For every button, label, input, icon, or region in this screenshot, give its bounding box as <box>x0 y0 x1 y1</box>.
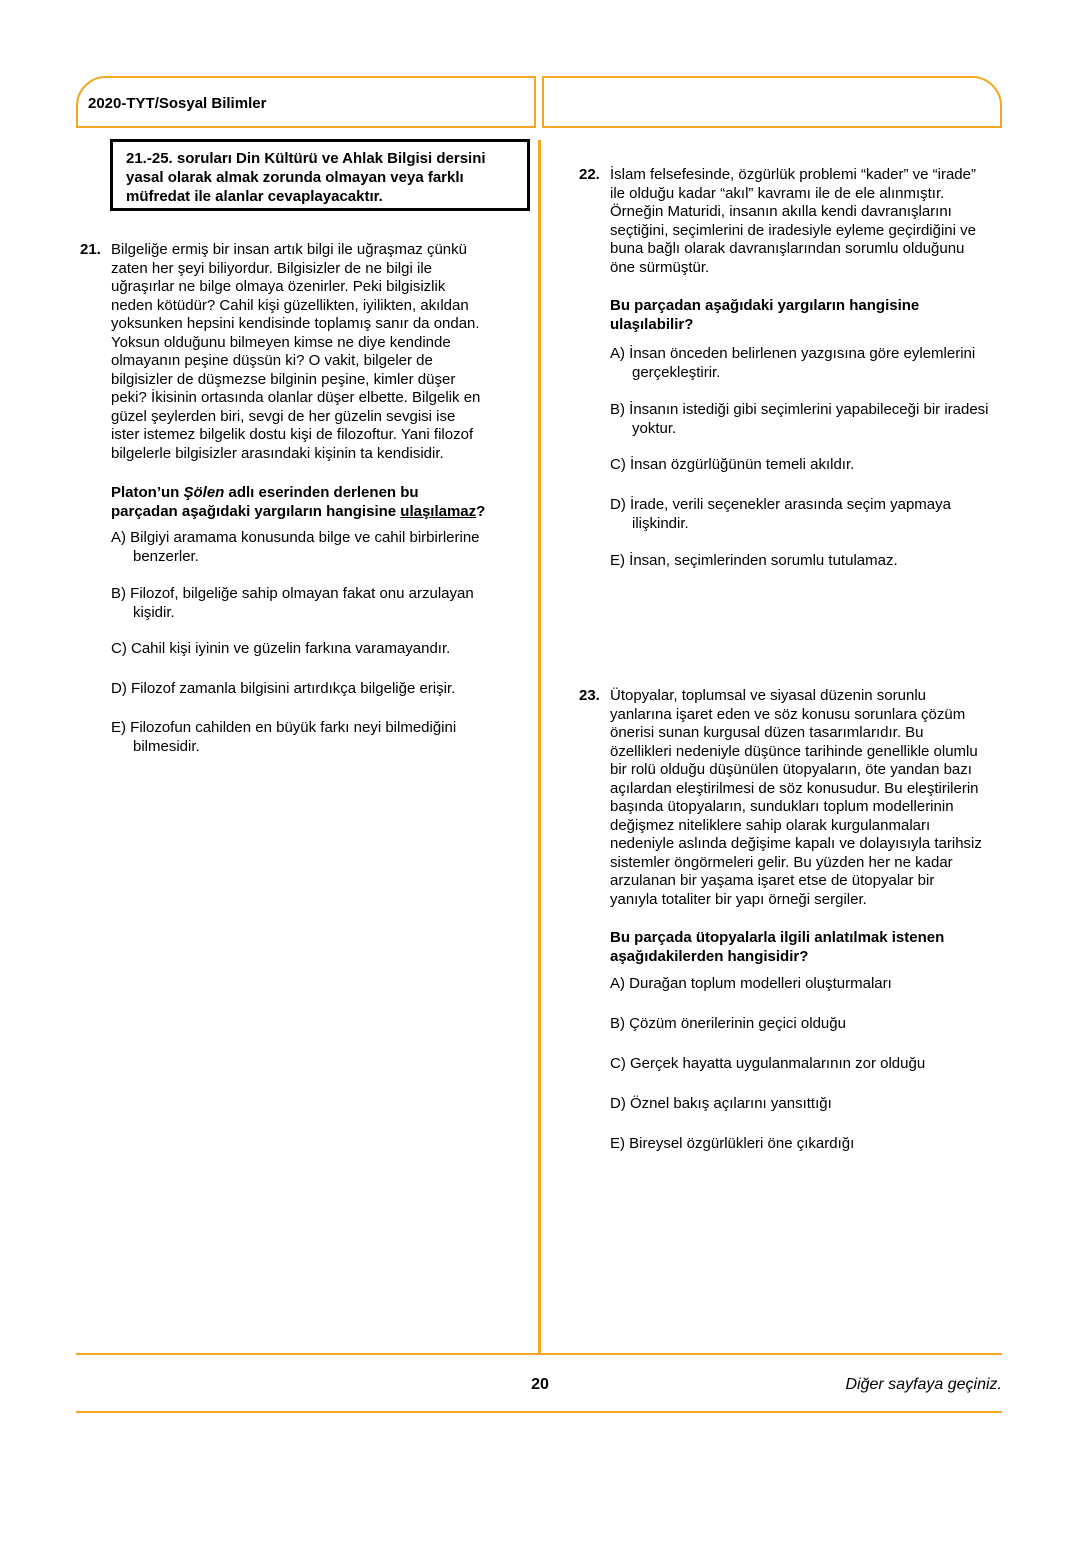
question-21 <box>80 241 530 761</box>
option-d[interactable]: D) Filozof zamanla bilgisini artırdıkça bilgeliğe erişir. <box>111 680 456 697</box>
question-22 <box>579 166 1029 586</box>
option-b[interactable]: B) İnsanın istediği gibi seçimlerini yapabileceği bir iradesi yoktur. <box>610 401 989 437</box>
prompt-negation: ulaşılamaz <box>400 502 477 520</box>
question-prompt: Bu parçada ütopyalarla ilgili anlatılmak istenen aşağıdakilerden hangisidir? <box>610 929 945 965</box>
option-b[interactable]: B) Filozof, bilgeliğe sahip olmayan fakat onu arzulayan kişidir. <box>111 585 474 621</box>
option-d[interactable]: D) İrade, verili seçenekler arasında seçim yapmaya ilişkindir. <box>610 496 951 532</box>
question-text: İslam felsefesinde, özgürlük problemi “kader” ve “irade” ile olduğu kadar “akıl” kavramı ile de ele alınmıştır. Örneğin Maturidi, insanın akılla kendi davranışlarını seçtiğini, seçimlerini de iradesiyle eyleme geçirdiğini ve buna bağlı olarak davranışlarından sorumlu olduğunu öne sürmüştür. <box>610 166 976 276</box>
question-prompt <box>111 484 531 521</box>
prompt-end: ? <box>476 502 486 520</box>
header-left-box <box>76 76 536 128</box>
option-c[interactable]: C) Cahil kişi iyinin ve güzelin farkına varamayandır. <box>111 640 451 657</box>
question-text: Bilgeliğe ermiş bir insan artık bilgi ile uğraşmaz çünkü zaten her şeyi biliyordur. Bilgisizler de ne bilgi ile uğraşırlar ne bilge olmaya özenirler. Peki bilgisizlik neden kötüdür? Cahil kişi güzellikten, iyilikten, akıldan yoksunken hepsini kendisinde toplamış sanır da ondan. Yoksun olduğunu bilmeyen kimse ne diye kendinde olmayanın peşine düşsün ki? O vakit, bilgeler de bilgisizler de düşmezse bilginin peşine, kimler düşer peki? İkisinin ortasında olanlar düşer elbette. Bilgelik en güzel şeylerden biri, sevgi de her güzelin sevgisi ise ister istemez bilgelik dostu kişi de filozoftur. Yani filozof bilgelerle bilgisizler arasındaki kişinin ta kendisidir. <box>111 241 481 462</box>
option-e[interactable]: E) Bireysel özgürlükleri öne çıkardığı <box>610 1135 855 1152</box>
page-number: 20 <box>531 1376 549 1393</box>
option-d[interactable]: D) Öznel bakış açılarını yansıttığı <box>610 1095 832 1112</box>
option-e[interactable]: E) Filozofun cahilden en büyük farkı neyi bilmediğini bilmesidir. <box>111 719 457 755</box>
question-prompt: Bu parçadan aşağıdaki yargıların hangisine ulaşılabilir? <box>610 297 920 333</box>
header-title: 2020-TYT/Sosyal Bilimler <box>88 95 267 112</box>
question-number: 22. <box>579 166 600 183</box>
option-a[interactable]: A) Bilgiyi aramama konusunda bilge ve cahil birbirlerine benzerler. <box>111 529 480 565</box>
header-right-box <box>542 76 1002 128</box>
option-b[interactable]: B) Çözüm önerilerinin geçici olduğu <box>610 1015 846 1032</box>
question-number: 23. <box>579 687 600 704</box>
footer-bottom-rule <box>76 1411 1002 1413</box>
notice-box <box>110 139 530 211</box>
prompt-part: adlı eserinden derlenen bu parçadan aşağıdaki yargıların hangisine <box>111 484 419 520</box>
question-number: 21. <box>80 241 101 258</box>
option-c[interactable]: C) İnsan özgürlüğünün temeli akıldır. <box>610 456 855 473</box>
work-title: Şölen <box>183 484 225 501</box>
prompt-part: Platon’un <box>111 484 184 501</box>
option-c[interactable]: C) Gerçek hayatta uygulanmalarının zor olduğu <box>610 1055 926 1072</box>
option-e[interactable]: E) İnsan, seçimlerinden sorumlu tutulamaz. <box>610 552 898 569</box>
option-a[interactable]: A) Durağan toplum modelleri oluşturmaları <box>610 975 892 992</box>
question-text: Ütopyalar, toplumsal ve siyasal düzenin sorunlu yanlarına işaret eden ve söz konusu sorunlara çözüm önerisi sunan kurgusal düzen tasarımlarıdır. Bu özellikleri nedeniyle düşünce tarihinde genellikle olumlu bir rolü olduğu düşünülen ütopyaların, öte yandan bazı açılardan eleştirilmesi de söz konusudur. Bu eleştirilerin başında ütopyaların, sundukları toplum modellerinin değişmez niteliklere sahip olarak kurgulanmaları nedeniyle aslında değişime kapalı ve dolayısıyla tarihsiz sistemler öngörmeleri gelir. Bu yüzden her ne kadar arzulanan bir yaşama işaret etse de ütopyalar bir yanıyla totaliter bir yapı örneği sergiler. <box>610 687 982 908</box>
notice-text: 21.-25. soruları Din Kültürü ve Ahlak Bilgisi dersini yasal olarak almak zorunda olmayan veya farklı müfredat ile alanlar cevaplayacaktır. <box>126 150 486 205</box>
footer-top-rule <box>76 1353 1002 1355</box>
option-a[interactable]: A) İnsan önceden belirlenen yazgısına göre eylemlerini gerçekleştirir. <box>610 345 976 381</box>
next-page-note: Diğer sayfaya geçiniz. <box>845 1376 1002 1393</box>
question-23 <box>579 687 1029 1167</box>
